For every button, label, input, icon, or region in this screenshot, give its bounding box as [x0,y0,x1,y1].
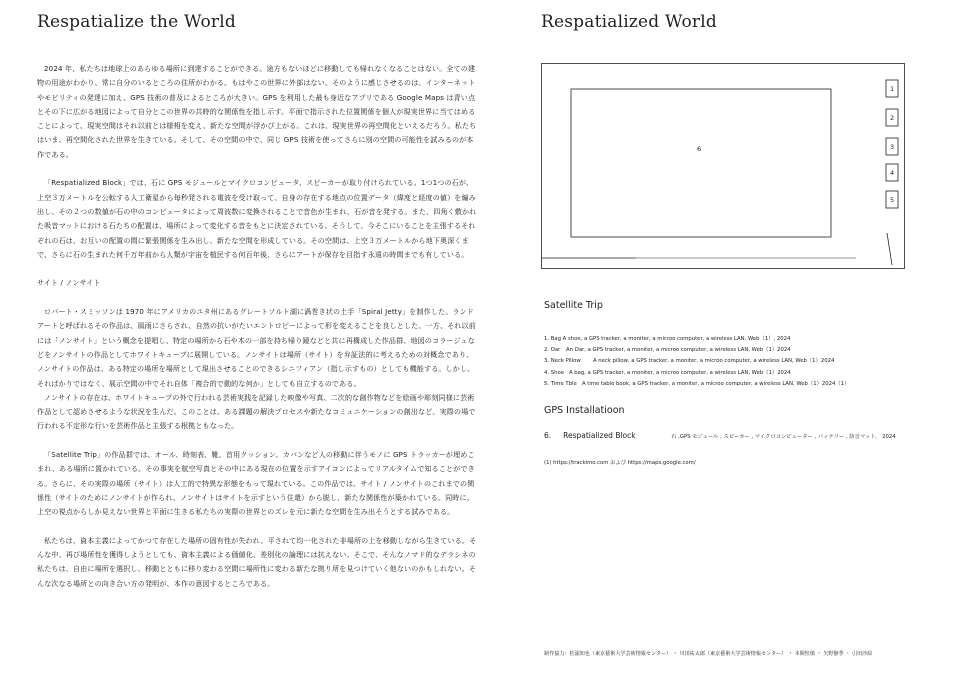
floor-plan-drawing [541,63,906,273]
list-item [544,345,964,356]
essay-paragraph-5: 「Satellite Trip」の作品群では、オール、時刻表、靴、首用クッション、カバンなど人の移動に伴うモノに GPS トラッカーが埋めこまれ、ある場所に置かれている。その事実を航空写真とその中にある現在の位置を示すアイコンによってリアルタイムで知ることができる。さらに、その実際の場所（サイト）は人工的で特異な形態をもって現れている。この作品では、サイト / ノンサイトのこれまでの関係性（サイトのためにノンサイトが作られ、ノンサイトはサイトを示すという住還）から脱し、新たな関係性が築かれている。同時に、上空の視点からしか見えない世界と平面に生きる私たちの実際の世界とのズレを元に新たな空間を生み出そうとする試みである。 [37,450,475,517]
installation-name: Respatialized Block [563,431,636,440]
essay-paragraph-6: 私たちは、資本主義によってかつて存在した場所の固有性が失われ、平されて均一化された非場所の上を移動しながら生きている。そんな中、再び場所性を獲得しようとしても、資本主義による価値化、差別化の論理には抗えない。そこで、そんなノマド的なデラシネの私たちは、自由に場所を選択し、移動とともに移り変わる空間に場所性に変わる新たな拠り所を見つけていく他ないのかもしれない。そんな次なる場所との向き合い方の発明が、本作の意図するところである。 [37,535,477,588]
trip-desc: An Oar, a GPS tracker, a moniter, a microo computer, a wireless LAN, Web（1）2024 [566,347,791,354]
list-item [544,334,964,345]
trip-name: 1. Bag [544,336,561,342]
gps-installation-heading: GPS Installatioon [544,405,625,416]
credits: 制作協力：松浦知也（東京藝術大学芸術情報センター） ・ 川田祐太郎（東京藝術大学芸術情報センター） ・ 本間恒慎 ・ 矢野静季 ・ 引田沙絵 [544,651,873,657]
list-item [544,356,964,367]
essay-paragraph-4: ノンサイトの存在は、ホワイトキューブの外で行われる芸術実践を記録した映像や写真、二次的な創作物などを絵画や彫刻同様に芸術作品として認めさせるような状況を生んだ。このことは、ある課題の解決プロセスや新たなコミュニケーションの創出など、実際の場で行われる不定形な行いを芸術作品と主張する根拠ともなった。 [37,392,476,431]
installation-row [544,423,896,442]
essay-body [37,62,477,591]
footnote: (1) https://trackimo.com および https://maps.google.com/ [544,460,696,466]
plan-label-3: 3 [890,143,895,151]
section-heading-site-nonsite: サイト / ノンサイト [37,278,101,288]
page-title-right: Respatialized World [541,12,717,32]
trip-desc: A neck pillow, a GPS tracker, a moniter, a microo computer, a wireless LAN, Web（1）2024 [593,358,835,365]
plan-label-5: 5 [890,196,895,204]
list-item [544,368,964,379]
satellite-trip-heading: Satellite Trip [544,300,603,311]
satellite-trip-list [544,334,964,390]
plan-label-1: 1 [890,85,895,93]
trip-name: 2. Oar [544,347,561,354]
trip-name: 4. Shoe [544,369,564,376]
right-page [490,0,979,691]
trip-name: 3. Neck Pillow [544,358,581,365]
door-line [887,233,892,265]
plan-label-2: 2 [890,114,895,122]
essay-paragraph-2: 「Respatialized Block」では、石に GPS モジュールとマイクロコンピュータ、スピーカーが取り付けられている。1つ1つの石が、上空３万メートルを公転する人工衛星から毎秒発される電波を受け取って、自身の存在する地点の位置データ（緯度と経度の値）を編み出し、その２つの数値が石の中のコンピュータによって周波数に変換されることで音色が生まれ、石が音を発する。また、四角く敷かれた吸音マットにおける石たちの配置は、場所によって変化する音をもとに決定されている。そうして、今そこにいることを主張するそれぞれの石は、お互いの配置の間に緊張関係を生み出し、新たな空間を形成している。その空間は、上空３万メートルから地下奥深くまで、さらに石の生まれた何千万年前から人類が宇宙を植民する何百年後、さらにアートが保存を目指す永遠の時間までも有している。 [37,178,477,259]
trip-desc: A bag, a GPS tracker, a moniter, a microo computer, a wireless LAN, Web（1）2024 [569,369,791,376]
installation-desc: 石 ,GPS モジュール , スピーカー , マイクロコンピューター , バッテリー , 防音マット， 2024 [671,434,896,440]
plan-label-4: 4 [890,169,895,177]
essay-paragraph-1: 2024 年、私たちは地球上のあらゆる場所に到達することができる。途方もないほどに移動しても帰れなくなることはない。全ての建物の用途がわかり、常に自分のいるところの住所がわかる。もはやこの世界に外部はない。そのように感じさせるのは、インターネットやモビリティの発達に加え、GPS 技術の普及によるところが大きい。GPS を利用した最も身近なアプリである Google Maps は青い点とその下に広がる地図によって自分とこの世界の共時的な関係性を指し示す。平面で指示された位置関係を個人が現実世界に当てはめることによって、現実空間はそれ以前とは様相を変え、新たな空間が浮かび上がる。これは、現実世界の再空間化といえるだろう。私たちはいま、再空間化された世界を生きている。そして、その空間の中で、同じ GPS 技術を使ってさらに別の空間の可能性を試みるのが本作である。 [37,64,477,159]
page-title-left: Respatialize the World [37,12,236,32]
floor-plan [541,63,906,273]
room-outline [542,64,905,269]
list-item [544,379,964,390]
sound-mat-outline [571,89,831,237]
installation-number: 6. [544,431,552,440]
plan-label-6: 6 [697,145,702,153]
trip-desc: A time table book, a GPS tracker, a moniter, a microo computer, a wireless LAN, Web（1）2024（1） [582,380,850,387]
trip-name: 5. Time Tble [544,380,577,387]
essay-paragraph-3: ロバート・スミッソンは 1970 年にアメリカのユタ州にあるグレートソルト湖に渦巻き状の土手「Spiral Jetty」を制作した。ランドアートと呼ばれるその作品は、風雨にさらされ、自然の抗いがたいエントロピーによって形を変えることを良しとした。一方、それ以前には「ノンサイト」という概念を提唱し、特定の場所から石や木の一部を持ち帰り鏡などと共に再構成した作品群、地図のコラージュなどをノンサイトの作品としてホワイトキューブに展開している。ノンサイトは場所（サイト）を弁証法的に考えるための対概念であり、ノンサイトの作品は、ある特定の場所を場所として現出させることのできるシニフィアン（指し示すもの）としても機能する。しかし、そればかりではなく、展示空間の中でそれ自体「複合的で動的な何か」としても自立するのである。 [37,307,476,388]
trip-desc: A shoe, a GPS tracker, a moniter, a microo computer, a wireless LAN, Web（1）, 2024 [562,336,791,342]
